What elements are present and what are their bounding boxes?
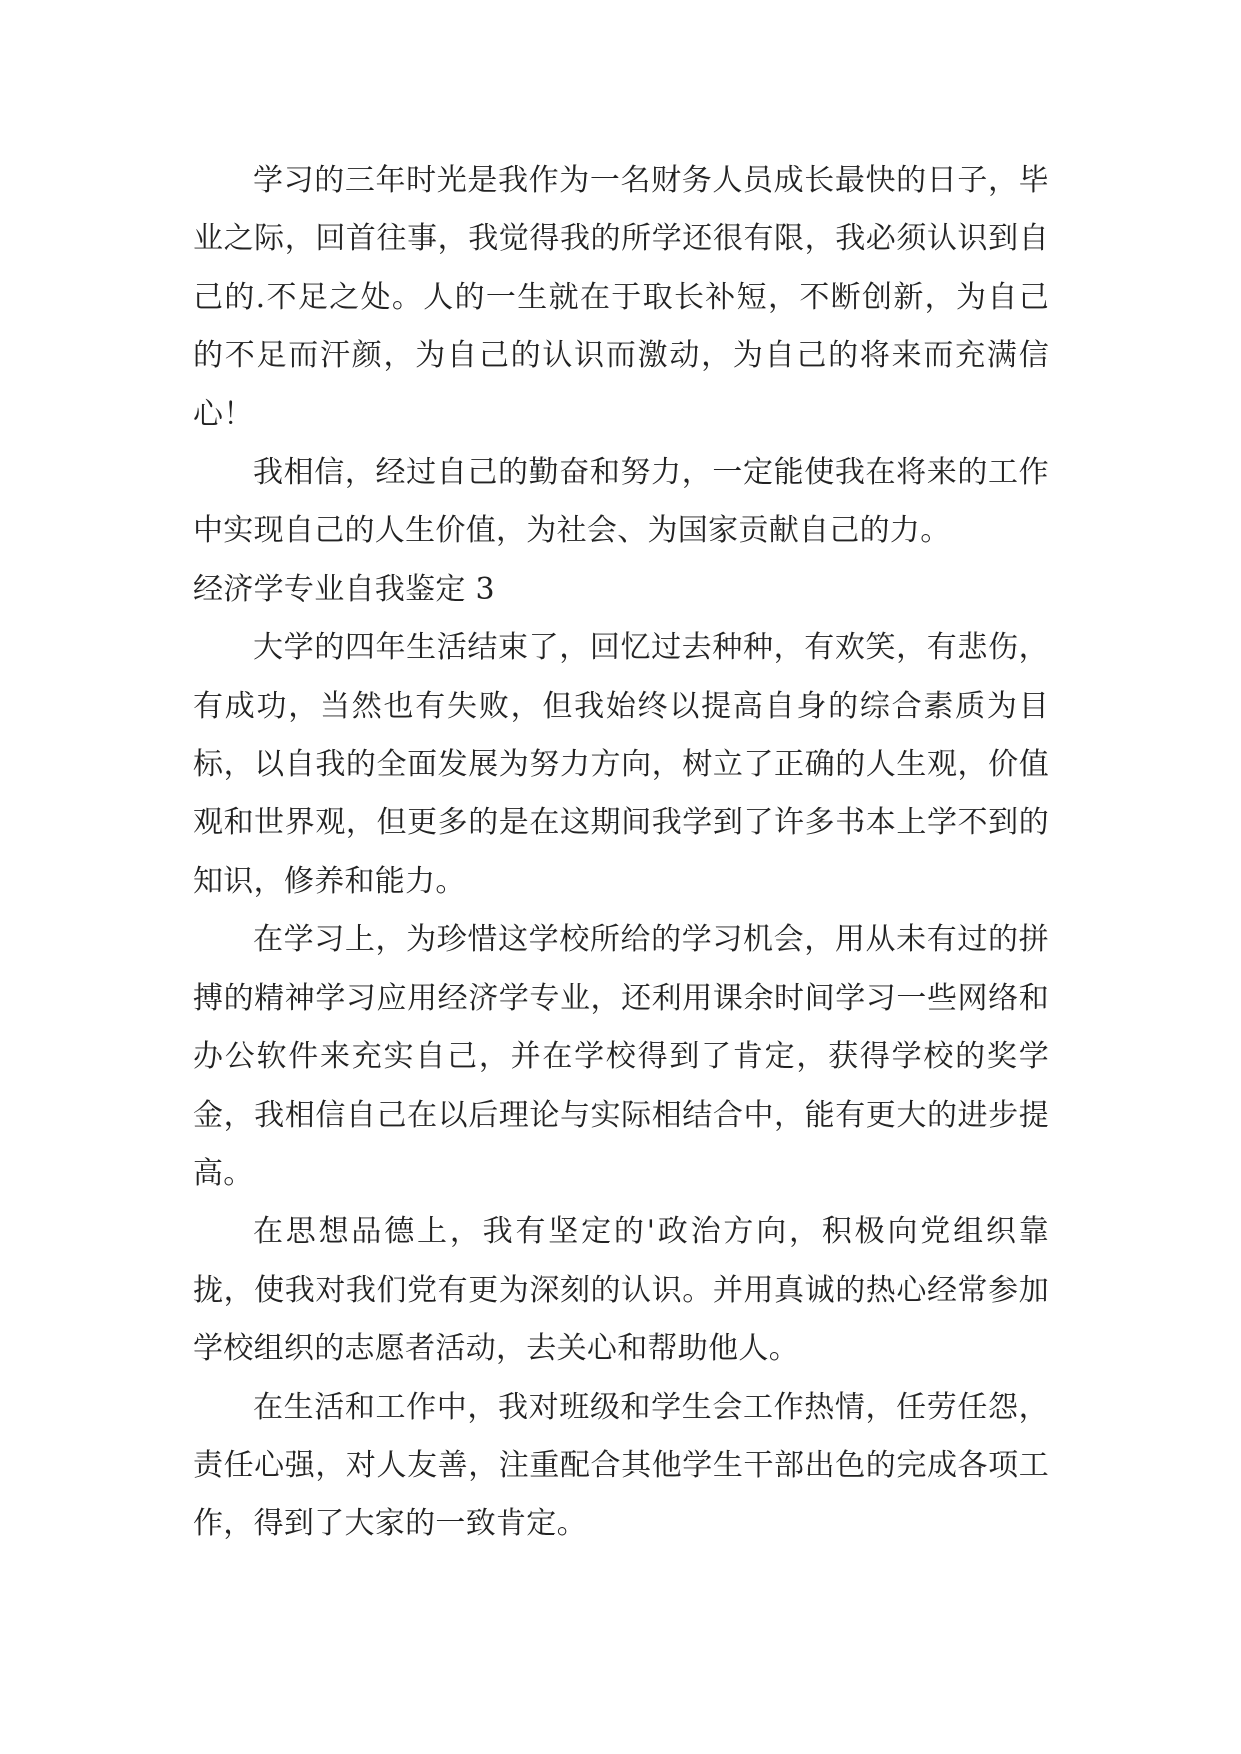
paragraph: 在生活和工作中，我对班级和学生会工作热情，任劳任怨，责任心强，对人友善，注重配合其他学生干部出色的完成各项工作，得到了大家的一致肯定。 [193,1389,1049,1542]
paragraph: 在思想品德上，我有坚定的'政治方向，积极向党组织靠拢，使我对我们党有更为深刻的认识。并用真诚的热心经常参加学校组织的志愿者活动，去关心和帮助他人。 [193,1214,1049,1367]
paragraph: 我相信，经过自己的勤奋和努力，一定能使我在将来的工作中实现自己的人生价值，为社会、为国家贡献自己的力。 [193,455,1049,549]
paragraph: 在学习上，为珍惜这学校所给的学习机会，用从未有过的拼搏的精神学习应用经济学专业，还利用课余时间学习一些网络和办公软件来充实自己，并在学校得到了肯定，获得学校的奖学金，我相信自己在以后理论与实际相结合中，能有更大的进步提高。 [193,922,1049,1191]
paragraph: 大学的四年生活结束了，回忆过去种种，有欢笑，有悲伤，有成功，当然也有失败，但我始终以提高自身的综合素质为目标，以自我的全面发展为努力方向，树立了正确的人生观，价值观和世界观，但更多的是在这期间我学到了许多书本上学不到的知识，修养和能力。 [193,630,1049,899]
document-body [193,152,1049,1554]
paragraph: 学习的三年时光是我作为一名财务人员成长最快的日子，毕业之际，回首往事，我觉得我的所学还很有限，我必须认识到自己的.不足之处。人的一生就在于取长补短，不断创新，为自己的不足而汗颜，为自己的认识而激动，为自己的将来而充满信心！ [193,163,1049,432]
section-heading: 经济学专业自我鉴定 3 [193,571,495,607]
